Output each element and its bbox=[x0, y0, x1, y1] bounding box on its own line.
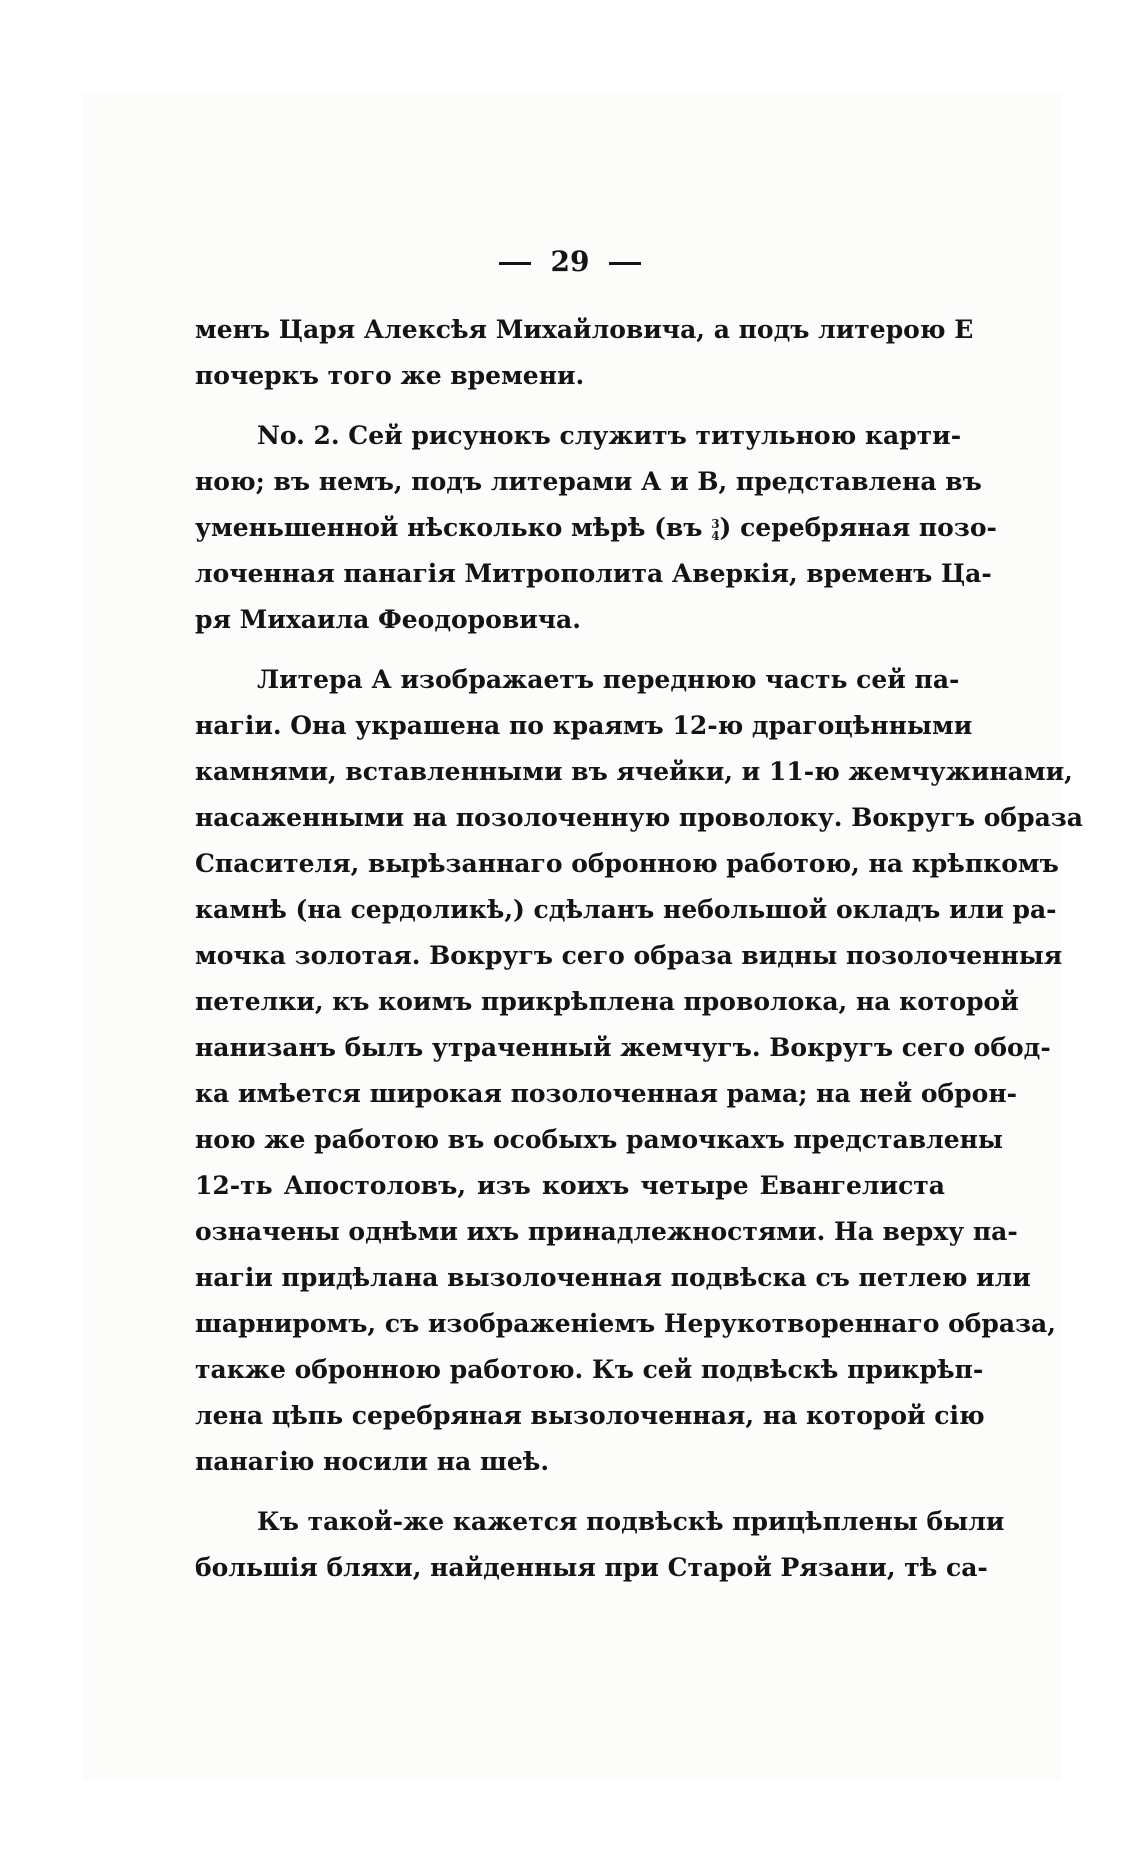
text-line: лена цѣпь серебряная вызолоченная, на которой сію bbox=[195, 1401, 985, 1430]
body-text bbox=[195, 307, 1083, 1591]
text-line: шарниромъ, съ изображеніемъ Нерукотвореннаго образа, bbox=[195, 1309, 1056, 1338]
page-header bbox=[0, 245, 1140, 278]
text-line: уменьшенной нѣсколько мѣрѣ (въ 3 4 ) серебряная позо- bbox=[195, 513, 997, 543]
text-line: лоченная панагія Митрополита Аверкія, временъ Ца- bbox=[195, 559, 992, 588]
text-line: Къ такой-же кажется подвѣскѣ прицѣплены были bbox=[257, 1507, 1005, 1536]
header-dash-left bbox=[499, 262, 531, 265]
fraction-three-quarters: 3 4 bbox=[711, 516, 720, 543]
text-line: 12-ть Апостоловъ, изъ коихъ четыре Евангелиста bbox=[195, 1171, 945, 1200]
text-line: камнѣ (на сердоликѣ,) сдѣланъ небольшой окладъ или ра- bbox=[195, 895, 1057, 924]
text-line: камнями, вставленными въ ячейки, и 11-ю жемчужинами, bbox=[195, 757, 1073, 786]
text-line: ною; въ немъ, подъ литерами А и В, представлена въ bbox=[195, 467, 982, 496]
text-line: мочка золотая. Вокругъ сего образа видны позолоченныя bbox=[195, 941, 1063, 970]
text-line: Спасителя, вырѣзаннаго обронною работою, на крѣпкомъ bbox=[195, 849, 1059, 878]
text-line: петелки, къ коимъ прикрѣплена проволока, на которой bbox=[195, 987, 1019, 1016]
text-line: Литера А изображаетъ переднюю часть сей па- bbox=[257, 665, 960, 694]
text-line: почеркъ того же времени. bbox=[195, 361, 585, 390]
text-line: насаженными на позолоченную проволоку. Вокругъ образа bbox=[195, 803, 1083, 832]
text-line: ною же работою въ особыхъ рамочкахъ представлены bbox=[195, 1125, 1003, 1154]
text-line: ря Михаила Феодоровича. bbox=[195, 605, 581, 634]
text-line: означены однѣми ихъ принадлежностями. На верху па- bbox=[195, 1217, 1018, 1246]
text-line: нанизанъ былъ утраченный жемчугъ. Вокругъ сего обод- bbox=[195, 1033, 1051, 1062]
text-line: ка имѣется широкая позолоченная рама; на ней оброн- bbox=[195, 1079, 1018, 1108]
text-line: No. 2. Сей рисунокъ служитъ титульною карти- bbox=[257, 421, 962, 450]
text-line: большія бляхи, найденныя при Старой Рязани, тѣ са- bbox=[195, 1553, 988, 1582]
text-line: панагію носили на шеѣ. bbox=[195, 1447, 550, 1476]
page-number: 29 bbox=[550, 245, 590, 278]
text-line: также обронною работою. Къ сей подвѣскѣ прикрѣп- bbox=[195, 1355, 984, 1384]
text-line: нагіи придѣлана вызолоченная подвѣска съ петлею или bbox=[195, 1263, 1031, 1292]
text-line: менъ Царя Алексѣя Михайловича, а подъ литерою E bbox=[195, 315, 974, 344]
header-dash-right bbox=[609, 262, 641, 265]
text-line: нагіи. Она украшена по краямъ 12-ю драгоцѣнными bbox=[195, 711, 973, 740]
